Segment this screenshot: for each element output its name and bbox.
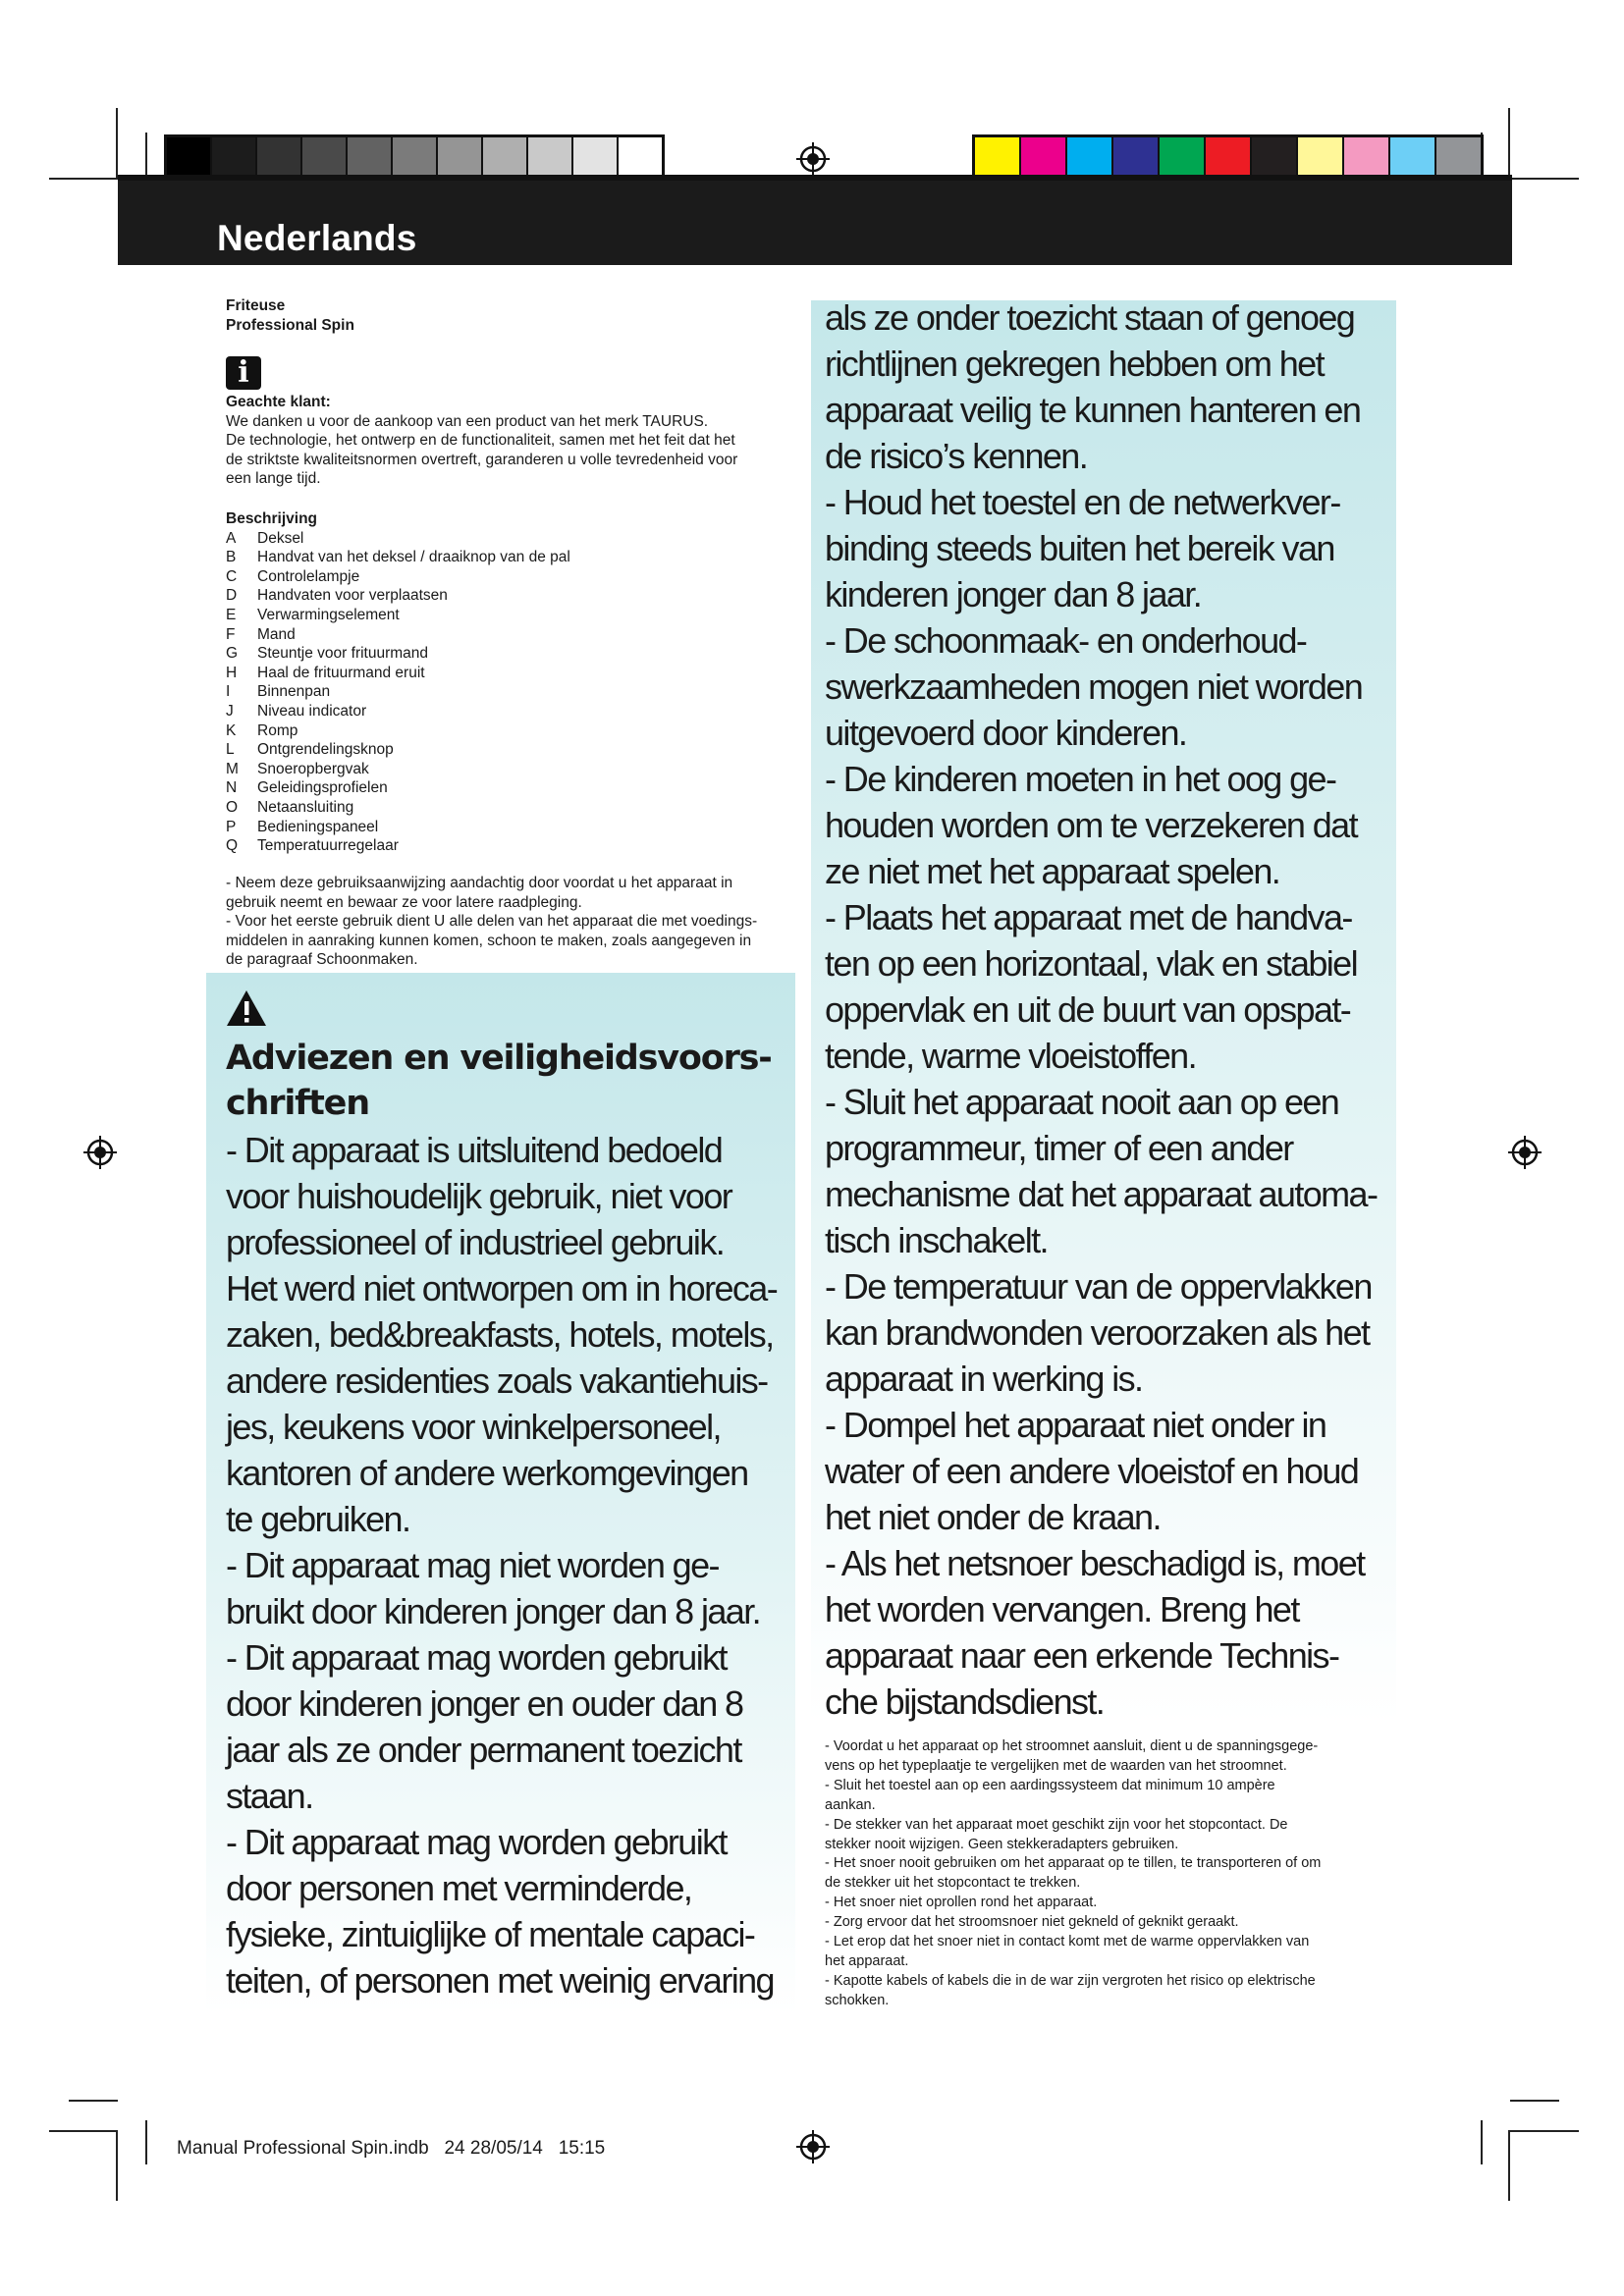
part-key: G <box>226 645 239 663</box>
safety-line: kan brandwonden veroorzaken als het <box>825 1312 1370 1353</box>
part-key: O <box>226 798 239 816</box>
part-label: Binnenpan <box>257 683 331 701</box>
part-key: C <box>226 567 238 585</box>
electrical-note-line: - Kapotte kabels of kabels die in de war zijn vergroten het risico op elektrische <box>825 1972 1316 1989</box>
safety-line: - De schoonmaak- en onderhoud- <box>825 620 1307 661</box>
safety-line: te gebruiken. <box>226 1499 410 1539</box>
list-item <box>226 664 795 683</box>
part-label: Haal de frituurmand eruit <box>257 664 425 681</box>
part-label: Bedieningspaneel <box>257 818 379 835</box>
list-item <box>226 548 795 567</box>
list-item <box>226 625 795 645</box>
safety-line: houden worden om te verzekeren dat <box>825 805 1357 845</box>
safety-line: ze niet met het apparaat spelen. <box>825 851 1280 891</box>
product-heading <box>226 296 354 335</box>
part-label: Niveau indicator <box>257 702 367 720</box>
intro-line: de striktste kwaliteitsnormen overtreft, garanderen u volle tevredenheid voor <box>226 451 738 468</box>
safety-line: apparaat in werking is. <box>825 1359 1143 1399</box>
list-item <box>226 567 795 587</box>
list-item <box>226 606 795 625</box>
list-item <box>226 682 795 702</box>
part-label: Deksel <box>257 529 304 547</box>
part-key: B <box>226 549 237 566</box>
description-block <box>226 509 795 856</box>
list-item <box>226 586 795 606</box>
electrical-note-line: - Voordat u het apparaat op het stroomnet aansluit, dient u de spanningsgege- <box>825 1738 1319 1754</box>
safety-line: kantoren of andere werkomgevingen <box>226 1453 748 1493</box>
safety-line: professioneel of industrieel gebruik. <box>226 1222 725 1262</box>
safety-line: binding steeds buiten het bereik van <box>825 528 1334 568</box>
part-key: A <box>226 529 237 547</box>
part-key: K <box>226 721 237 739</box>
electrical-note-line: - Sluit het toestel aan op een aardingssysteem dat minimum 10 ampère <box>825 1777 1275 1793</box>
info-icon: i <box>226 356 261 390</box>
safety-line: apparaat naar een erkende Technis- <box>825 1635 1339 1676</box>
note-line: gebruik neemt en bewaar ze voor latere raadpleging. <box>226 893 582 911</box>
list-item <box>226 529 795 549</box>
list-item <box>226 760 795 779</box>
safety-text-left <box>226 1127 795 2003</box>
safety-line: jes, keukens voor winkelpersoneel, <box>226 1407 721 1447</box>
electrical-note-line: vens op het typeplaatje te vergelijken met de waarden van het stroomnet. <box>825 1757 1287 1774</box>
safety-line: swerkzaamheden mogen niet worden <box>825 667 1363 707</box>
part-label: Romp <box>257 721 298 739</box>
safety-line: fysieke, zintuiglijke of mentale capaci- <box>226 1914 755 1954</box>
registration-mark-icon <box>796 2130 830 2163</box>
safety-line: het niet onder de kraan. <box>825 1497 1161 1537</box>
safety-line: ten op een horizontaal, vlak en stabiel <box>825 943 1358 984</box>
safety-line: - De kinderen moeten in het oog ge- <box>825 759 1336 799</box>
safety-line: uitgevoerd door kinderen. <box>825 713 1187 753</box>
electrical-note-line: aankan. <box>825 1796 876 1813</box>
usage-notes <box>226 874 805 970</box>
part-label: Controlelampje <box>257 567 360 585</box>
list-item <box>226 836 795 856</box>
electrical-note-line: - Let erop dat het snoer niet in contact komt met de warme oppervlakken van <box>825 1934 1310 1950</box>
product-model: Professional Spin <box>226 316 354 334</box>
part-label: Verwarmingselement <box>257 606 400 623</box>
list-item <box>226 721 795 741</box>
intro-line: een lange tijd. <box>226 470 321 488</box>
safety-line: het worden vervangen. Breng het <box>825 1589 1299 1629</box>
part-key: Q <box>226 837 239 855</box>
part-key: N <box>226 779 238 797</box>
safety-title <box>226 1036 795 1126</box>
part-label: Steuntje voor frituurmand <box>257 645 429 663</box>
safety-line: als ze onder toezicht staan of genoeg <box>825 297 1355 338</box>
electrical-note-line: - Het snoer niet oprollen rond het apparaat. <box>825 1895 1098 1911</box>
safety-line: water of een andere vloeistof en houd <box>825 1451 1359 1491</box>
electrical-note-line: - Het snoer nooit gebruiken om het apparaat op te tillen, te transporteren of om <box>825 1855 1322 1872</box>
safety-line: - Houd het toestel en de netwerkver- <box>825 482 1340 522</box>
list-item <box>226 778 795 798</box>
part-key: I <box>226 683 231 701</box>
safety-line: che bijstandsdienst. <box>825 1682 1105 1722</box>
note-line: middelen in aanraking kunnen komen, schoon te maken, zoals aangegeven in <box>226 932 752 949</box>
description-title: Beschrijving <box>226 510 318 527</box>
product-type: Friteuse <box>226 297 286 314</box>
electrical-note-line: - Zorg ervoor dat het stroomsnoer niet gekneld of geknikt geraakt. <box>825 1914 1239 1931</box>
electrical-note-line: de stekker uit het stopcontact te trekken. <box>825 1875 1081 1892</box>
list-item <box>226 798 795 818</box>
safety-line: - Plaats het apparaat met de handva- <box>825 897 1352 937</box>
part-label: Temperatuurregelaar <box>257 837 399 855</box>
electrical-note-line: schokken. <box>825 1992 890 2008</box>
part-label: Handvaten voor verplaatsen <box>257 587 448 605</box>
safety-line: teiten, of personen met weinig ervaring <box>226 1960 774 2001</box>
parts-list <box>226 529 795 856</box>
note-line: - Voor het eerste gebruik dient U alle delen van het apparaat die met voedings- <box>226 913 758 931</box>
safety-line: Het werd niet ontworpen om in horeca- <box>226 1268 778 1308</box>
electrical-note-line: het apparaat. <box>825 1952 909 1969</box>
safety-line: tende, warme vloeistoffen. <box>825 1036 1196 1076</box>
safety-line: voor huishoudelijk gebruik, niet voor <box>226 1176 732 1216</box>
registration-mark-icon <box>1508 1136 1542 1169</box>
list-item <box>226 644 795 664</box>
safety-line: - Dompel het apparaat niet onder in <box>825 1405 1326 1445</box>
part-label: Geleidingsprofielen <box>257 779 388 797</box>
list-item <box>226 818 795 837</box>
safety-line: door kinderen jonger en ouder dan 8 <box>226 1683 743 1724</box>
safety-line: - De temperatuur van de oppervlakken <box>825 1266 1372 1307</box>
safety-title-line: Adviezen en veiligheidsvoors- <box>226 1039 772 1078</box>
safety-line: - Dit apparaat mag worden gebruikt <box>226 1822 727 1862</box>
part-key: E <box>226 606 237 623</box>
part-key: D <box>226 587 238 605</box>
registration-mark-icon <box>796 142 830 176</box>
language-title: Nederlands <box>217 218 417 258</box>
safety-line: - Dit apparaat mag worden gebruikt <box>226 1637 727 1678</box>
safety-line: - Dit apparaat mag niet worden ge- <box>226 1545 719 1585</box>
list-item <box>226 702 795 721</box>
safety-line: - Als het netsnoer beschadigd is, moet <box>825 1543 1365 1583</box>
safety-line: jaar als ze onder permanent toezicht <box>226 1730 741 1770</box>
intro-block <box>226 393 795 489</box>
safety-line: bruikt door kinderen jonger dan 8 jaar. <box>226 1591 760 1631</box>
footer-slug: Manual Professional Spin.indb 24 28/05/14 15:15 <box>177 2138 606 2159</box>
intro-line: De technologie, het ontwerp en de functionaliteit, samen met het feit dat het <box>226 432 735 450</box>
intro-line: We danken u voor de aankoop van een product van het merk TAURUS. <box>226 412 709 430</box>
part-label: Snoeropbergvak <box>257 760 369 777</box>
safety-line: andere residenties zoals vakantiehuis- <box>226 1361 768 1401</box>
part-label: Handvat van het deksel / draaiknop van de pal <box>257 549 570 566</box>
part-key: F <box>226 625 236 643</box>
part-key: H <box>226 664 238 681</box>
part-label: Netaansluiting <box>257 798 354 816</box>
safety-line: apparaat veilig te kunnen hanteren en <box>825 390 1361 430</box>
safety-line: - Sluit het apparaat nooit aan op een <box>825 1082 1339 1122</box>
warning-icon <box>226 989 267 1027</box>
safety-line: - Dit apparaat is uitsluitend bedoeld <box>226 1130 723 1170</box>
electrical-note-line: stekker nooit wijzigen. Geen stekkeradapters gebruiken. <box>825 1836 1179 1852</box>
electrical-note-line: - De stekker van het apparaat moet geschikt zijn voor het stopcontact. De <box>825 1816 1288 1833</box>
note-line: - Neem deze gebruiksaanwijzing aandachtig door voordat u het apparaat in <box>226 875 733 891</box>
part-key: J <box>226 702 234 720</box>
safety-line: oppervlak en uit de buurt van opspat- <box>825 989 1351 1030</box>
part-label: Mand <box>257 625 296 643</box>
part-key: M <box>226 760 239 777</box>
safety-line: de risico’s kennen. <box>825 436 1088 476</box>
safety-line: zaken, bed&breakfasts, hotels, motels, <box>226 1314 774 1355</box>
registration-mark-icon <box>83 1136 117 1169</box>
intro-text <box>226 412 795 489</box>
safety-line: programmeur, timer of een ander <box>825 1128 1293 1168</box>
part-key: P <box>226 818 237 835</box>
electrical-notes <box>825 1737 1394 2011</box>
safety-title-line: chriften <box>226 1084 369 1123</box>
list-item <box>226 740 795 760</box>
safety-line: kinderen jonger dan 8 jaar. <box>825 574 1202 614</box>
part-key: L <box>226 741 235 759</box>
safety-line: tisch inschakelt. <box>825 1220 1048 1260</box>
safety-line: door personen met verminderde, <box>226 1868 692 1908</box>
safety-line: mechanisme dat het apparaat automa- <box>825 1174 1378 1214</box>
safety-line: staan. <box>226 1776 313 1816</box>
note-line: de paragraaf Schoonmaken. <box>226 951 418 969</box>
safety-text-right <box>825 294 1394 1725</box>
safety-line: richtlijnen gekregen hebben om het <box>825 344 1324 384</box>
greeting: Geachte klant: <box>226 394 331 410</box>
part-label: Ontgrendelingsknop <box>257 741 394 759</box>
